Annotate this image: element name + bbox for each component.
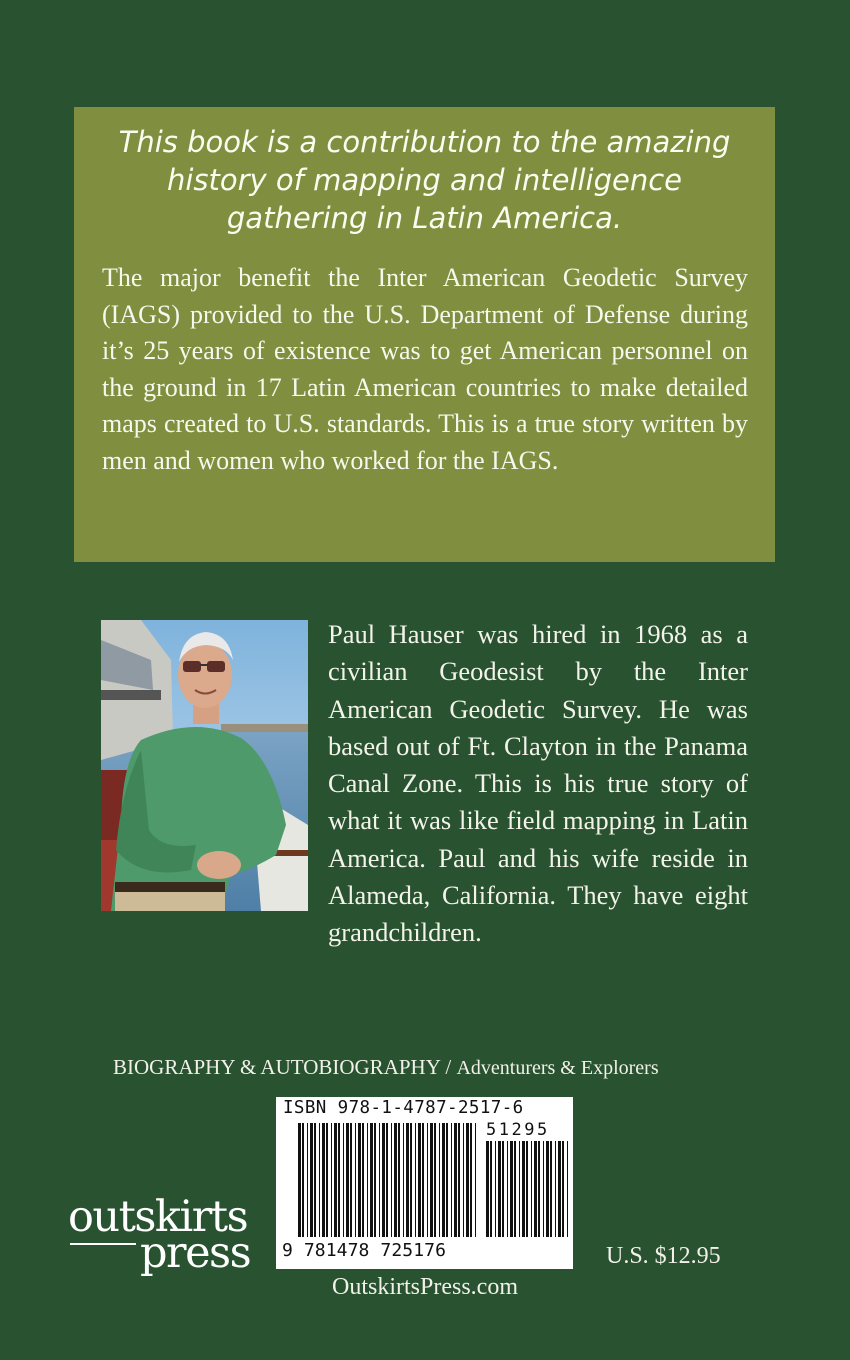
barcode-bar xyxy=(379,1123,380,1237)
barcode-bar xyxy=(410,1123,412,1237)
price-code: 51295 xyxy=(486,1120,550,1140)
barcode-bar xyxy=(331,1123,332,1237)
logo-rule xyxy=(70,1243,136,1245)
price: U.S. $12.95 xyxy=(606,1243,721,1269)
barcode-bar xyxy=(446,1123,448,1237)
barcode-bar xyxy=(502,1141,504,1237)
logo-word-outskirts: outskirts xyxy=(68,1192,248,1242)
author-photo xyxy=(101,620,308,911)
barcode-bar xyxy=(470,1123,472,1237)
barcode-bar xyxy=(543,1141,544,1237)
barcode-bar xyxy=(350,1123,352,1237)
barcode-bar xyxy=(362,1123,364,1237)
barcode-bar xyxy=(526,1141,528,1237)
barcode-bar xyxy=(458,1123,460,1237)
barcode-bar xyxy=(374,1123,376,1237)
barcode-bar xyxy=(546,1141,549,1237)
barcode-bar xyxy=(498,1141,501,1237)
barcode-bar xyxy=(558,1141,561,1237)
barcode-bar xyxy=(514,1141,516,1237)
barcode-bar xyxy=(422,1123,424,1237)
barcode-bar xyxy=(406,1123,409,1237)
barcode-bar xyxy=(418,1123,421,1237)
ean-digits: 9 781478 725176 xyxy=(282,1240,447,1261)
isbn-barcode xyxy=(276,1097,573,1269)
barcode-bar xyxy=(307,1123,308,1237)
publisher-website: OutskirtsPress.com xyxy=(332,1274,518,1300)
barcode-bar xyxy=(403,1123,404,1237)
barcode-bar xyxy=(466,1123,469,1237)
barcode-bar xyxy=(538,1141,540,1237)
barcode-bar xyxy=(343,1123,344,1237)
barcode-bar xyxy=(367,1123,368,1237)
category-sub: Adventurers & Explorers xyxy=(456,1057,659,1079)
barcode-bar xyxy=(427,1123,428,1237)
blurb-paragraph: The major benefit the Inter American Geodetic Survey (IAGS) provided to the U.S. Department of Defense during it’s 25 years of existence was to get American personnel on the ground in 17 Latin American countries to make detailed maps created to U.S. standards. This is a true story written by men and women who worked for the IAGS. xyxy=(102,263,748,475)
barcode-bar xyxy=(391,1123,392,1237)
barcode-bar xyxy=(338,1123,340,1237)
barcode-bar xyxy=(555,1141,556,1237)
author-bio: Paul Hauser was hired in 1968 as a civilian Geodesist by the Inter American Geodetic Survey. He was based out of Ft. Clayton in the Panama Canal Zone. This is his true story of what it was like field mapping in Latin America. Paul and his wife reside in Alameda, California. They have eight grandchildren. xyxy=(328,619,748,948)
barcode-bar xyxy=(358,1123,361,1237)
category-main: BIOGRAPHY & AUTOBIOGRAPHY / xyxy=(113,1055,457,1079)
barcode-bar xyxy=(439,1123,440,1237)
barcode-bar xyxy=(302,1123,304,1237)
barcode-bar xyxy=(398,1123,400,1237)
barcode-bar xyxy=(507,1141,508,1237)
barcode-bar xyxy=(550,1141,552,1237)
barcode-bar xyxy=(567,1141,568,1237)
barcode-bar xyxy=(326,1123,328,1237)
barcode-bar xyxy=(394,1123,397,1237)
barcode-bar xyxy=(486,1141,489,1237)
tagline: This book is a contribution to the amazing history of mapping and intelligence gathering in Latin America. xyxy=(118,125,731,235)
blurb-box xyxy=(74,107,775,562)
bisac-category xyxy=(113,1055,659,1080)
barcode-bar xyxy=(534,1141,537,1237)
barcode-bar xyxy=(522,1141,525,1237)
barcode-bar xyxy=(451,1123,452,1237)
barcode-bar xyxy=(314,1123,316,1237)
barcode-bar xyxy=(415,1123,416,1237)
barcode-bar xyxy=(495,1141,496,1237)
barcode-bar xyxy=(434,1123,436,1237)
barcode-bar xyxy=(298,1123,301,1237)
barcode-bar xyxy=(319,1123,320,1237)
barcode-bar xyxy=(531,1141,532,1237)
barcode-bar xyxy=(475,1123,476,1237)
barcode-bar xyxy=(370,1123,373,1237)
barcode-bar xyxy=(454,1123,457,1237)
barcode-bar xyxy=(519,1141,520,1237)
barcode-bar xyxy=(463,1123,464,1237)
barcode-bar xyxy=(382,1123,385,1237)
barcode-bar xyxy=(442,1123,445,1237)
barcode-bar xyxy=(346,1123,349,1237)
barcode-bar xyxy=(430,1123,433,1237)
barcode-bar xyxy=(310,1123,313,1237)
barcode-bar xyxy=(322,1123,325,1237)
barcode-bar xyxy=(490,1141,492,1237)
barcode-bar xyxy=(334,1123,337,1237)
logo-word-press: press xyxy=(140,1228,251,1278)
barcode-bar xyxy=(510,1141,513,1237)
barcode-bar xyxy=(355,1123,356,1237)
isbn-label: ISBN 978-1-4787-2517-6 xyxy=(283,1098,524,1118)
barcode-bar xyxy=(386,1123,388,1237)
barcode-bar xyxy=(562,1141,564,1237)
